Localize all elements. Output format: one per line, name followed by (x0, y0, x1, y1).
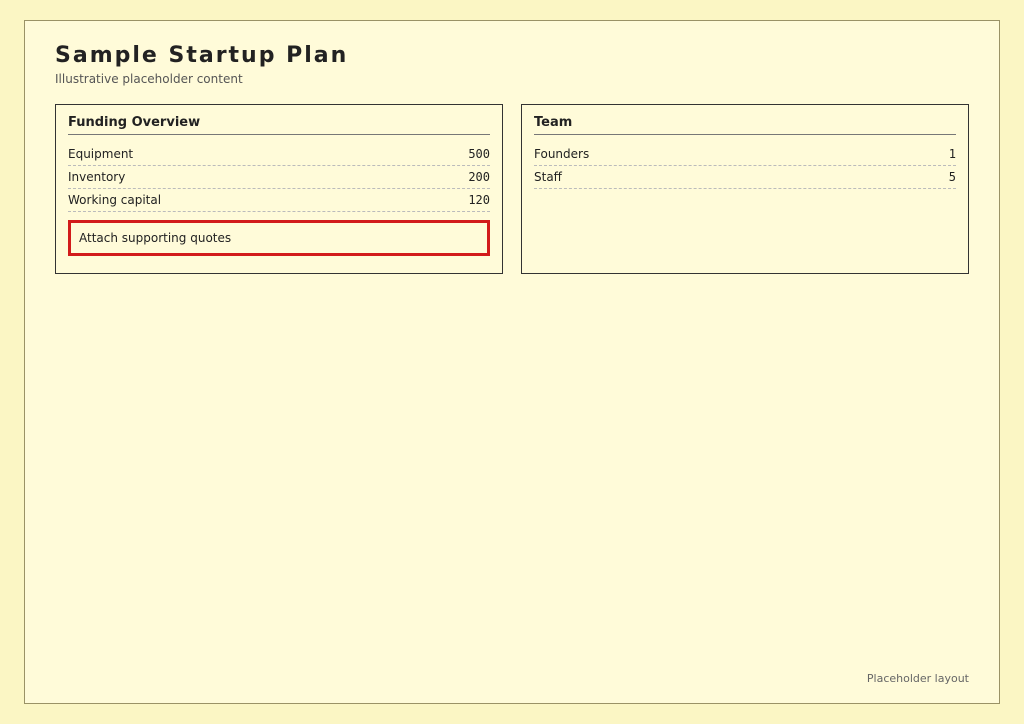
row-label: Founders (534, 147, 590, 161)
highlight-note: Attach supporting quotes (68, 220, 490, 256)
row-label: Staff (534, 170, 562, 184)
funding-row (68, 166, 490, 189)
funding-row (68, 143, 490, 166)
row-value: 1 (948, 147, 956, 161)
row-value: 120 (468, 193, 490, 207)
team-row (534, 166, 956, 189)
funding-card (55, 104, 503, 274)
page-title: Sample Startup Plan (55, 43, 349, 68)
team-card (521, 104, 969, 274)
row-label: Working capital (68, 193, 162, 207)
row-value: 500 (468, 147, 490, 161)
page-footer: Placeholder layout (866, 672, 969, 685)
row-label: Inventory (68, 170, 126, 184)
funding-row (68, 189, 490, 212)
row-label: Equipment (68, 147, 134, 161)
form-sheet (24, 20, 1000, 704)
team-heading: Team (534, 115, 956, 135)
funding-heading: Funding Overview (68, 115, 490, 135)
team-row (534, 143, 956, 166)
row-value: 5 (948, 170, 956, 184)
row-value: 200 (468, 170, 490, 184)
page-subtitle: Illustrative placeholder content (55, 72, 243, 86)
